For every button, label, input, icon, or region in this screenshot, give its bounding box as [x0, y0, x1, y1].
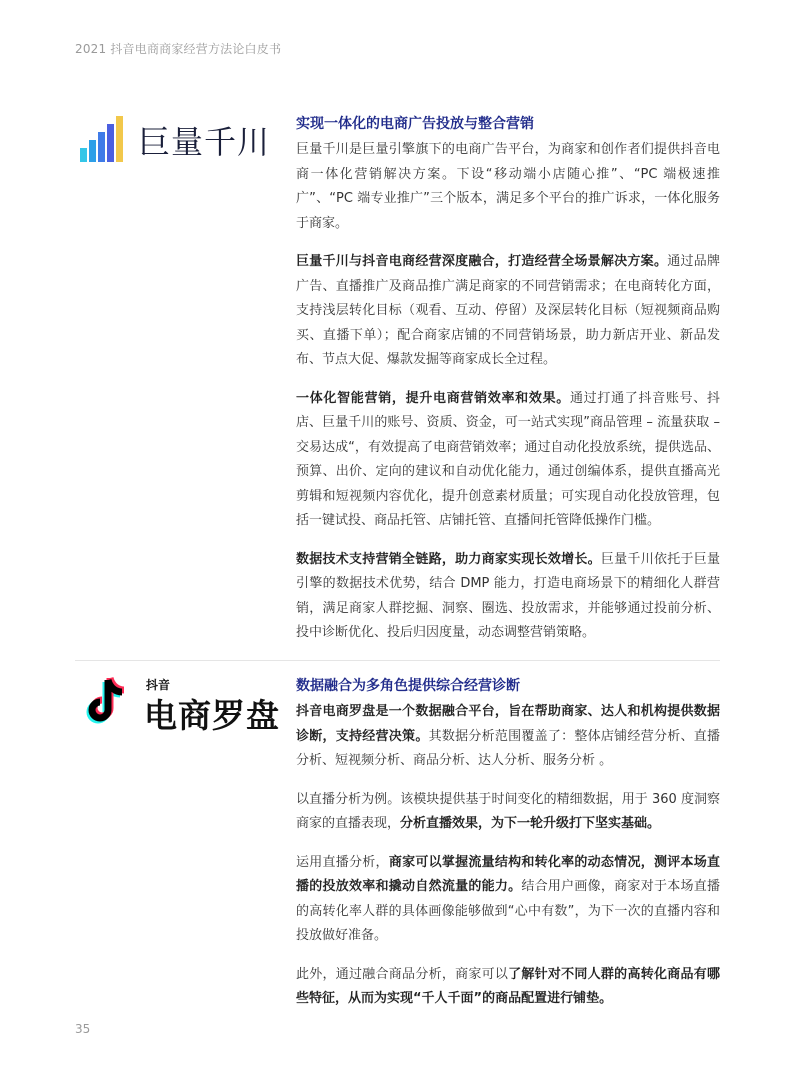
section1-paragraph-2	[296, 250, 720, 373]
section2-p3-emphasis: 商家可以掌握流量结构和转化率的动态情况，测评本场直播的投放效率和撬动自然流量的能力。	[296, 854, 720, 894]
logo1-wordmark: 巨量千川	[138, 123, 271, 161]
section2-paragraph-2	[296, 788, 720, 837]
section1-p4-body: 巨量千川依托于巨量引擎的数据技术优势，结合 DMP 能力，打造电商场景下的精细化人群营销，满足商家人群挖掘、洞察、圈选、投放需求，并能够通过投前分析、投中诊断优化、投后归因度量，动态调整营销策略。	[296, 551, 720, 640]
section1-p3-lead: 一体化智能营销，提升电商营销效率和效果。	[296, 390, 570, 406]
section-divider	[75, 660, 720, 661]
section2-p2-body: 以直播分析为例。该模块提供基于时间变化的精细数据，用于 360 度洞察商家的直播表现，	[296, 791, 720, 831]
juliang-qianchuan-logo	[80, 114, 271, 164]
section2-paragraph-1	[296, 700, 720, 774]
douyin-note-icon	[86, 676, 128, 728]
page-number: 35	[75, 1022, 91, 1036]
section-luopan	[296, 675, 720, 1026]
section1-paragraph-3	[296, 387, 720, 534]
section2-p1-lead: 抖音电商罗盘是一个数据融合平台，旨在帮助商家、达人和机构提供数据诊断，支持经营决策。	[296, 704, 720, 744]
logo2-small-text: 抖音	[146, 678, 171, 692]
section2-paragraph-4	[296, 963, 720, 1012]
section1-paragraph-4	[296, 548, 720, 646]
logo2-wordmark: 电商罗盘	[144, 696, 280, 735]
section2-paragraph-3	[296, 851, 720, 949]
running-header: 2021 抖音电商商家经营方法论白皮书	[75, 42, 282, 56]
section2-p2-emphasis: 分析直播效果，为下一轮升级打下坚实基础。	[400, 816, 661, 831]
section1-p3-body: 通过打通了抖音账号、抖店、巨量千川的账号、资质、资金，可一站式实现”商品管理 – 流量获取 – 交易达成“，有效提高了电商营销效率；通过自动化投放系统，提供选品、预算、出价、定向的建议和自动优化能力，通过创编体系，提供直播高光剪辑和短视频内容优化，提升创意素材质量；可实现自动化投放管理，包括一键试投、商品托管、店铺托管、直播间托管降低操作门槛。	[296, 390, 720, 528]
section-qianchuan	[296, 113, 720, 660]
section2-p3-intro: 运用直播分析，	[296, 854, 389, 870]
section1-paragraph-1: 巨量千川是巨量引擎旗下的电商广告平台，为商家和创作者们提供抖音电商一体化营销解决方案。下设“移动端小店随心推”、“PC 端极速推广”、“PC 端专业推广”三个版本，满足多个平台的推广诉求，一体化服务于商家。	[296, 142, 720, 231]
section1-p2-lead: 巨量千川与抖音电商经营深度融合，打造经营全场景解决方案。	[296, 254, 668, 269]
section2-p3-body: 结合用户画像，商家对于本场直播的高转化率人群的具体画像能够做到“心中有数”，为下一次的直播内容和投放做好准备。	[296, 879, 720, 943]
section2-title: 数据融合为多角色提供综合经营诊断	[296, 678, 520, 694]
section2-p4-emphasis: 了解针对不同人群的高转化商品有哪些特征，从而为实现“千人千面”的商品配置进行铺垫。	[296, 966, 720, 1006]
section2-p1-body: 其数据分析范围覆盖了：整体店铺经营分析、直播分析、短视频分析、商品分析、达人分析、服务分析 。	[296, 728, 720, 768]
section1-title: 实现一体化的电商广告投放与整合营销	[296, 116, 534, 132]
section2-p4-intro: 此外，通过融合商品分析，商家可以	[296, 966, 509, 982]
section1-p4-lead: 数据技术支持营销全链路，助力商家实现长效增长。	[296, 551, 601, 567]
section1-p2-body: 通过品牌广告、直播推广及商品推广满足商家的不同营销需求；在电商转化方面，支持浅层转化目标（观看、互动、停留）及深层转化目标（短视频商品购买、直播下单）；配合商家店铺的不同营销场景，助力新店开业、新品发布、节点大促、爆款发掘等商家成长全过程。	[296, 254, 720, 367]
douyin-luopan-logo	[86, 676, 280, 736]
bar-graph-logo-icon	[80, 114, 132, 162]
